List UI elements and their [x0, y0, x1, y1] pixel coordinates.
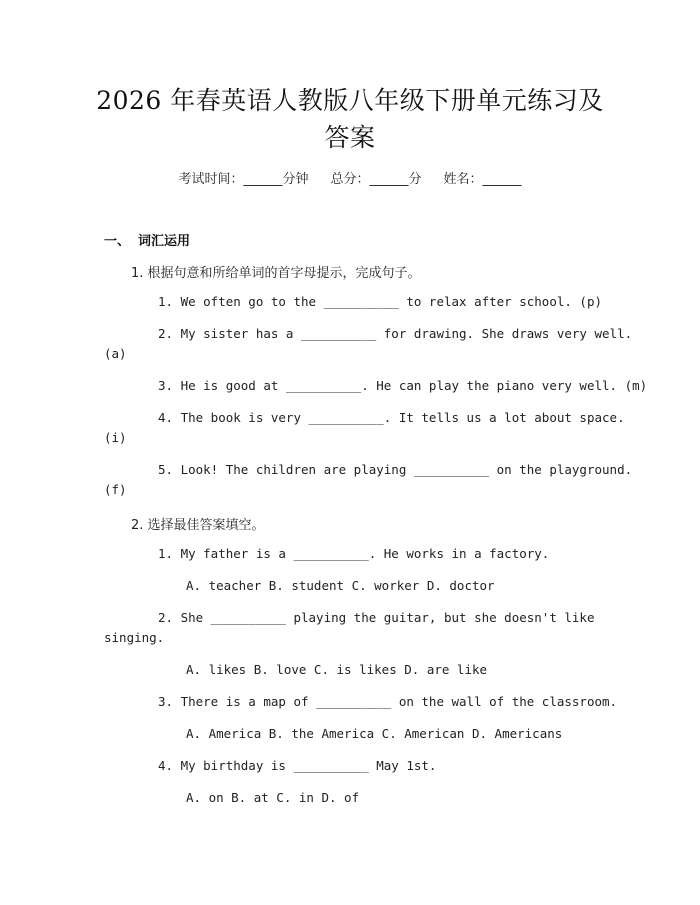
part2-item-1: 1. My father is a __________. He works in a factory.	[158, 546, 550, 561]
part1-heading: 1. 根据句意和所给单词的首字母提示，完成句子。	[131, 266, 421, 281]
exam-name: 姓名：______	[443, 172, 522, 187]
part1-item-4-cont: (i)	[104, 430, 127, 445]
part2-item-3-options: A. America B. the America C. American D. Americans	[186, 726, 563, 741]
part1-item-5: 5. Look! The children are playing __________ on the playground.	[158, 462, 633, 477]
section-number: 一、	[104, 234, 131, 249]
part2-item-2-options: A. likes B. love C. is likes D. are like	[186, 662, 488, 677]
section-heading	[104, 230, 190, 249]
part2-item-1-options: A. teacher B. student C. worker D. doctor	[186, 578, 495, 593]
title-line-2: 答案	[324, 123, 376, 152]
part2-heading: 2. 选择最佳答案填空。	[131, 518, 265, 533]
document-title	[60, 82, 640, 156]
part1-item-2: 2. My sister has a __________ for drawing. She draws very well.	[158, 326, 633, 341]
exam-info	[0, 168, 700, 187]
exam-score: 总分：______分	[330, 172, 422, 187]
part2-item-2: 2. She __________ playing the guitar, but she doesn't like	[158, 610, 595, 625]
part1-item-5-cont: (f)	[104, 482, 127, 497]
part1-item-3: 3. He is good at __________. He can play the piano very well. (m)	[158, 378, 648, 393]
part1-item-4: 4. The book is very __________. It tells us a lot about space.	[158, 410, 625, 425]
part1-item-2-cont: (a)	[104, 346, 127, 361]
part2-item-4: 4. My birthday is __________ May 1st.	[158, 758, 437, 773]
title-line-1: 2026 年春英语人教版八年级下册单元练习及	[96, 86, 604, 115]
part1-item-1: 1. We often go to the __________ to relax after school. (p)	[158, 294, 603, 309]
part2-item-2-cont: singing.	[104, 630, 165, 645]
exam-time: 考试时间：______分钟	[178, 172, 309, 187]
part2-item-3: 3. There is a map of __________ on the wall of the classroom.	[158, 694, 618, 709]
part2-item-4-options: A. on B. at C. in D. of	[186, 790, 360, 805]
section-title: 词汇运用	[138, 234, 191, 249]
